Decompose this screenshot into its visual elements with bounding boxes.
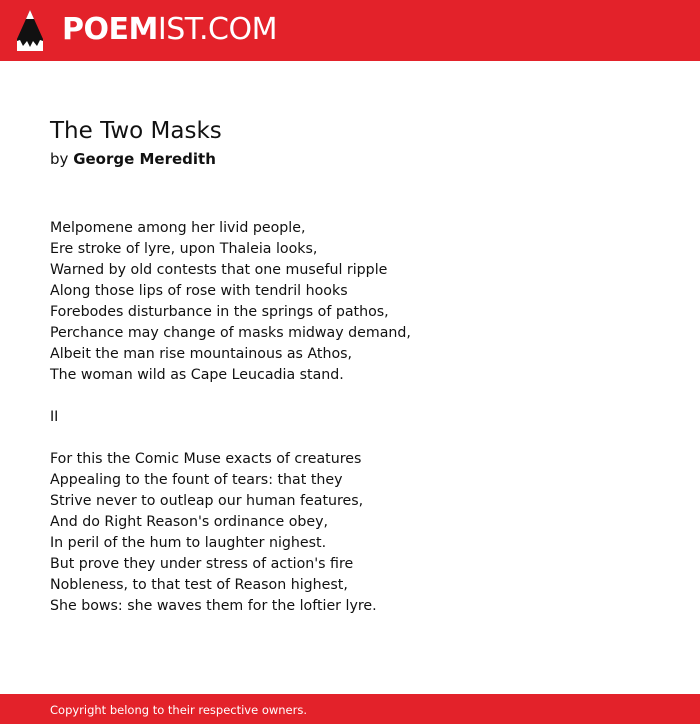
- poem-title: The Two Masks: [50, 118, 222, 144]
- poem-line: Appealing to the fount of tears: that they: [50, 472, 343, 488]
- poem-line: Forebodes disturbance in the springs of pathos,: [50, 304, 389, 320]
- poem-line: Albeit the man rise mountainous as Athos,: [50, 346, 353, 362]
- poem-line: But prove they under stress of action's fire: [50, 556, 354, 572]
- poem-line: Nobleness, to that test of Reason highest,: [50, 577, 348, 593]
- brand-light: IST.COM: [157, 12, 277, 47]
- poem-line: Along those lips of rose with tendril hooks: [50, 283, 348, 299]
- section-marker: II: [50, 409, 59, 425]
- brand-bold: POEM: [62, 12, 158, 47]
- poem-line: For this the Comic Muse exacts of creatures: [50, 451, 362, 467]
- copyright-text: Copyright belong to their respective owners.: [50, 703, 308, 717]
- site-logo-text[interactable]: [62, 12, 277, 48]
- author-name: George Meredith: [73, 150, 216, 168]
- site-header: [0, 0, 700, 61]
- poem-line: And do Right Reason's ordinance obey,: [50, 514, 329, 530]
- poem-line: Melpomene among her livid people,: [50, 220, 306, 236]
- byline: [50, 149, 216, 169]
- poem-line: The woman wild as Cape Leucadia stand.: [50, 367, 344, 383]
- poem-line: Ere stroke of lyre, upon Thaleia looks,: [50, 241, 318, 257]
- stanza-gap: [50, 428, 411, 449]
- poem-line: Perchance may change of masks midway demand,: [50, 325, 411, 341]
- poem-line: Warned by old contests that one museful ripple: [50, 262, 388, 278]
- poem-line: She bows: she waves them for the loftier lyre.: [50, 598, 377, 614]
- poem-line: Strive never to outleap our human features,: [50, 493, 364, 509]
- poem-body: [50, 218, 411, 617]
- site-footer: [0, 694, 700, 724]
- by-label: by: [50, 150, 69, 168]
- poem-line: In peril of the hum to laughter nighest.: [50, 535, 327, 551]
- pencil-tip-icon[interactable]: [17, 10, 43, 51]
- stanza-gap: [50, 386, 411, 407]
